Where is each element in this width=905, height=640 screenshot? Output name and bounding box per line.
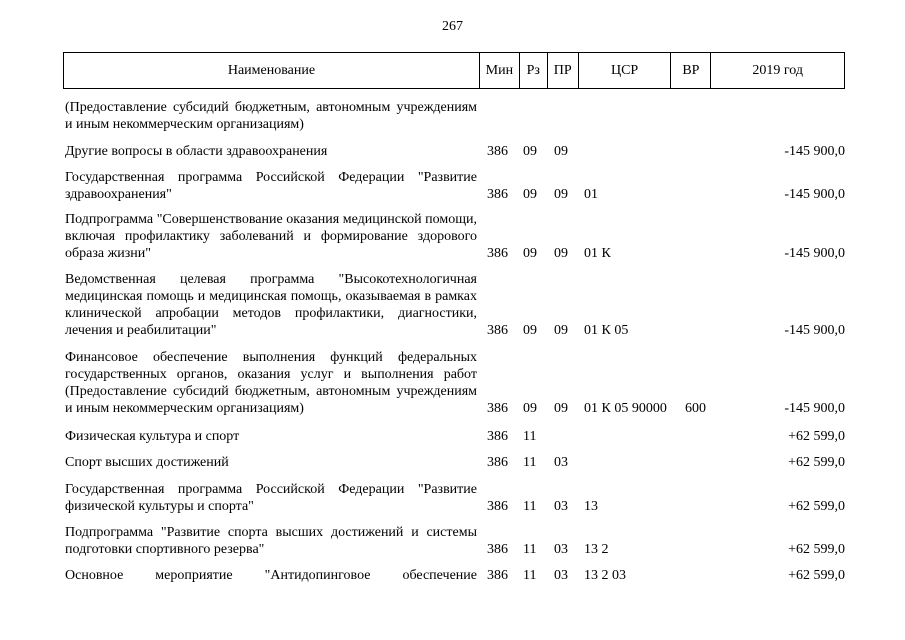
header-rz: Рз: [519, 53, 547, 88]
row-csr: 13: [584, 499, 598, 514]
row-name: (Предоставление субсидий бюджетным, автономным учреждениям и иным некоммерческим организациям): [65, 100, 477, 132]
header-min: Мин: [479, 53, 519, 88]
table-row: [63, 454, 845, 471]
row-pr: 03: [554, 542, 568, 557]
row-rz: 09: [523, 323, 537, 338]
row-name: Другие вопросы в области здравоохранения: [65, 144, 328, 159]
row-csr: 13 2 03: [584, 568, 626, 583]
row-rz: 09: [523, 144, 537, 159]
table-row: [63, 143, 845, 160]
header-pr: ПР: [547, 53, 578, 88]
header-csr: ЦСР: [578, 53, 671, 88]
row-csr: 01 К 05 90000: [584, 401, 667, 416]
row-csr: 01: [584, 187, 598, 202]
row-pr: 09: [554, 187, 568, 202]
row-min: 386: [487, 499, 508, 514]
row-csr: 01 К 05: [584, 323, 629, 338]
row-csr: 13 2: [584, 542, 609, 557]
row-amount: -145 900,0: [784, 144, 845, 159]
table-row: [63, 99, 845, 133]
row-rz: 11: [523, 499, 537, 514]
row-min: 386: [487, 455, 508, 470]
row-amount: -145 900,0: [784, 246, 845, 261]
row-name: Финансовое обеспечение выполнения функций федеральных государственных органов, оказания услуг и выполнения работ (Предоставление субсидий бюджетным, автономным учреждениям и иным некоммерческим организациям): [65, 350, 477, 416]
row-amount: +62 599,0: [788, 429, 845, 444]
row-amount: -145 900,0: [784, 323, 845, 338]
row-min: 386: [487, 429, 508, 444]
row-rz: 09: [523, 187, 537, 202]
table-row: [63, 349, 845, 417]
row-name: Основное мероприятие "Антидопинговое обеспечение: [65, 568, 477, 583]
header-vr: ВР: [670, 53, 710, 88]
row-rz: 09: [523, 401, 537, 416]
row-name: Подпрограмма "Развитие спорта высших достижений и системы подготовки спортивного резерва": [65, 525, 477, 557]
row-pr: 03: [554, 455, 568, 470]
row-min: 386: [487, 144, 508, 159]
row-pr: 03: [554, 499, 568, 514]
row-name: Ведомственная целевая программа "Высокотехнологичная медицинская помощь и медицинская помощь, оказываемая в рамках клинической апробации методов профилактики, диагностики, лечения и реабилитации": [65, 272, 477, 338]
row-min: 386: [487, 246, 508, 261]
table-row: [63, 567, 845, 584]
header-year: 2019 год: [710, 53, 844, 88]
row-pr: 09: [554, 144, 568, 159]
row-rz: 11: [523, 455, 537, 470]
row-min: 386: [487, 401, 508, 416]
page-number: 267: [442, 19, 463, 34]
row-min: 386: [487, 568, 508, 583]
row-csr: 01 К: [584, 246, 611, 261]
row-min: 386: [487, 542, 508, 557]
row-pr: 09: [554, 246, 568, 261]
row-amount: +62 599,0: [788, 499, 845, 514]
table-header: [63, 52, 845, 89]
row-name: Государственная программа Российской Федерации "Развитие физической культуры и спорта": [65, 482, 477, 514]
row-amount: -145 900,0: [784, 401, 845, 416]
row-pr: 09: [554, 323, 568, 338]
row-pr: 09: [554, 401, 568, 416]
row-pr: 03: [554, 568, 568, 583]
table-row: [63, 481, 845, 515]
row-min: 386: [487, 187, 508, 202]
row-name: Подпрограмма "Совершенствование оказания медицинской помощи, включая профилактику заболеваний и формирование здорового образа жизни": [65, 212, 477, 261]
table-row: [63, 428, 845, 445]
row-vr: 600: [685, 401, 706, 416]
row-rz: 11: [523, 568, 537, 583]
row-amount: +62 599,0: [788, 455, 845, 470]
row-rz: 11: [523, 542, 537, 557]
row-name: Государственная программа Российской Федерации "Развитие здравоохранения": [65, 170, 477, 202]
row-amount: +62 599,0: [788, 542, 845, 557]
row-rz: 09: [523, 246, 537, 261]
row-amount: -145 900,0: [784, 187, 845, 202]
row-min: 386: [487, 323, 508, 338]
row-rz: 11: [523, 429, 537, 444]
table-row: [63, 169, 845, 203]
table-row: [63, 271, 845, 339]
table-row: [63, 524, 845, 558]
row-name: Физическая культура и спорт: [65, 429, 240, 444]
row-amount: +62 599,0: [788, 568, 845, 583]
row-name: Спорт высших достижений: [65, 455, 229, 470]
table-row: [63, 211, 845, 262]
header-name: Наименование: [227, 62, 316, 78]
